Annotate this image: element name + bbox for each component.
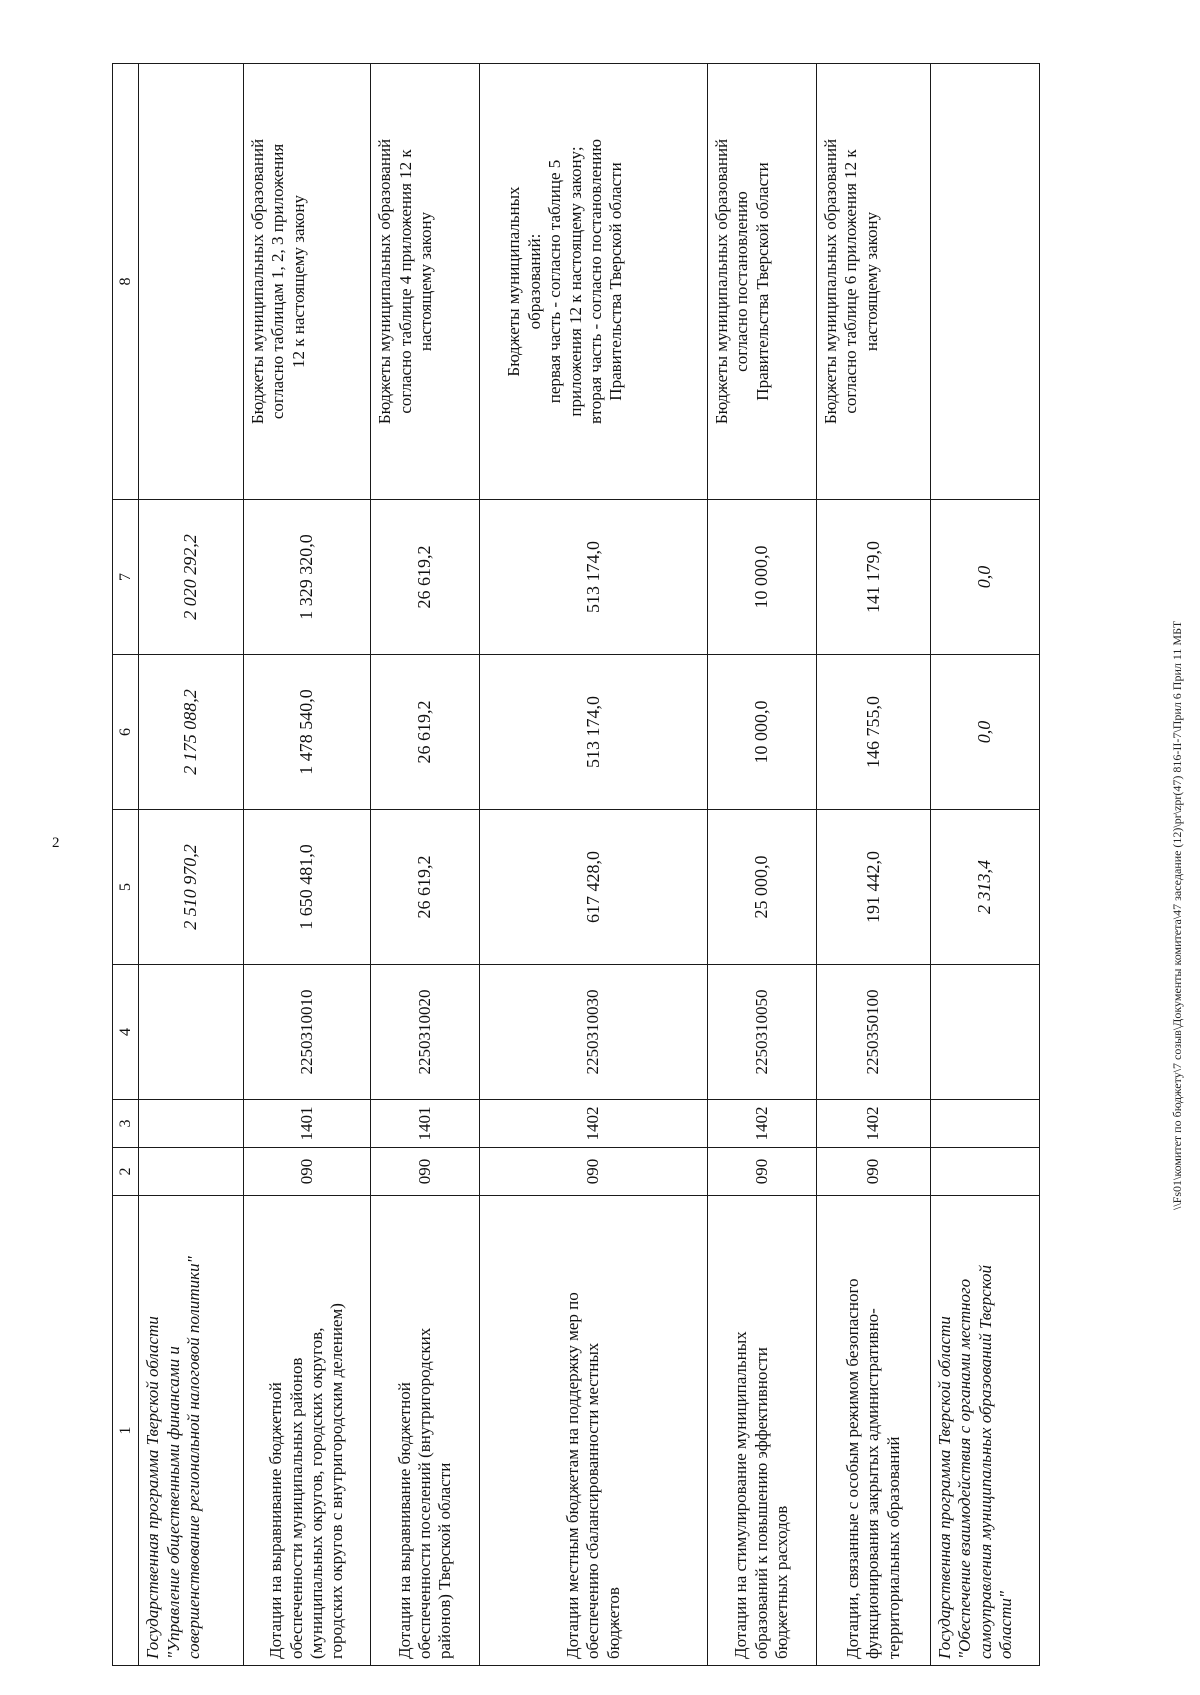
target-article-cell: 2250310030 <box>480 965 707 1100</box>
header-cell: 3 <box>113 1100 139 1148</box>
recipient-line: вторая часть - согласно постановлению <box>585 138 605 425</box>
recipient-line: Бюджеты муниципальных образований <box>711 138 731 425</box>
amount-col5-cell: 1 650 481,0 <box>243 810 370 965</box>
recipient-cell <box>139 64 244 500</box>
header-cell: 1 <box>113 1196 139 1666</box>
row-name-line: Дотации местным бюджетам на поддержку мер по <box>563 1292 583 1659</box>
row-name-line: обеспеченности муниципальных районов <box>286 1357 306 1659</box>
admin-code-cell: 090 <box>480 1148 707 1196</box>
target-article-cell <box>139 965 244 1100</box>
recipient-cell <box>707 64 816 500</box>
row-name-line: "Обеспечение взаимодействия с органами местного <box>955 1278 975 1659</box>
amount-col6-cell: 26 619,2 <box>371 655 480 810</box>
section-code-cell: 1402 <box>480 1100 707 1148</box>
recipient-cell <box>817 64 931 500</box>
recipient-line: согласно таблице 4 приложения 12 к <box>395 149 415 414</box>
row-name-line: функционирования закрытых административно- <box>863 1308 883 1659</box>
row-name-line: районов) Тверской области <box>435 1462 455 1659</box>
table-row <box>930 64 1039 1666</box>
recipient-line: Бюджеты муниципальных образований <box>821 138 841 425</box>
header-cell: 6 <box>113 655 139 810</box>
section-code-cell: 1401 <box>371 1100 480 1148</box>
amount-col6-cell: 2 175 088,2 <box>139 655 244 810</box>
admin-code-cell: 090 <box>371 1148 480 1196</box>
amount-col5-cell: 2 510 970,2 <box>139 810 244 965</box>
amount-col5-cell: 26 619,2 <box>371 810 480 965</box>
amount-col7-cell: 26 619,2 <box>371 500 480 655</box>
header-cell: 2 <box>113 1148 139 1196</box>
amount-col6-cell: 1 478 540,0 <box>243 655 370 810</box>
row-name-cell <box>817 1196 931 1666</box>
row-name-cell <box>243 1196 370 1666</box>
target-article-cell: 2250310010 <box>243 965 370 1100</box>
amount-col6-cell: 0,0 <box>930 655 1039 810</box>
recipient-line: Бюджеты муниципальных <box>504 186 524 377</box>
amount-col6-cell: 10 000,0 <box>707 655 816 810</box>
row-name-line: образований к повышению эффективности <box>751 1347 771 1659</box>
target-article-cell: 2250310020 <box>371 965 480 1100</box>
amount-col7-cell: 1 329 320,0 <box>243 500 370 655</box>
admin-code-cell <box>139 1148 244 1196</box>
table-row <box>243 64 370 1666</box>
recipient-line: Бюджеты муниципальных образований <box>247 138 267 425</box>
budget-table <box>112 63 1040 1666</box>
amount-col5-cell: 191 442,0 <box>817 810 931 965</box>
amount-col7-cell: 141 179,0 <box>817 500 931 655</box>
recipient-cell <box>371 64 480 500</box>
recipient-line: настоящему закону <box>415 211 435 352</box>
target-article-cell: 2250310050 <box>707 965 816 1100</box>
target-article-cell: 2250350100 <box>817 965 931 1100</box>
row-name-line: территориальных образований <box>883 1436 903 1659</box>
section-code-cell: 1402 <box>707 1100 816 1148</box>
amount-col5-cell: 2 313,4 <box>930 810 1039 965</box>
recipient-cell <box>243 64 370 500</box>
recipient-line: Правительства Тверской области <box>752 162 772 401</box>
row-name-line: (муниципальных округов, городских округов, <box>306 1327 326 1659</box>
section-code-cell: 1401 <box>243 1100 370 1148</box>
recipient-line: согласно постановлению <box>732 191 752 372</box>
footer-file-path: \\Fs01\комитет по бюджету\7 созыв\Документы комитета\47 заседание (12)\pr\zpr(47) 816-II-7\Прил 6 Прил 11 МБТ <box>1170 620 1184 1210</box>
header-cell: 5 <box>113 810 139 965</box>
amount-col5-cell: 617 428,0 <box>480 810 707 965</box>
row-name-line: совершенствование региональной налоговой политики" <box>183 1256 203 1659</box>
amount-col6-cell: 513 174,0 <box>480 655 707 810</box>
section-code-cell <box>139 1100 244 1148</box>
recipient-line: согласно таблице 6 приложения 12 к <box>841 149 861 414</box>
amount-col7-cell: 513 174,0 <box>480 500 707 655</box>
header-cell: 8 <box>113 64 139 500</box>
row-name-cell <box>139 1196 244 1666</box>
row-name-line: Дотации на стимулирование муниципальных <box>731 1331 751 1659</box>
table-row <box>817 64 931 1666</box>
table-row <box>139 64 244 1666</box>
admin-code-cell: 090 <box>707 1148 816 1196</box>
amount-col5-cell: 25 000,0 <box>707 810 816 965</box>
recipient-line: 12 к настоящему закону <box>288 194 308 369</box>
row-name-line: бюджетных расходов <box>772 1505 792 1659</box>
row-name-cell <box>707 1196 816 1666</box>
row-name-line: Государственная программа Тверской области <box>143 1316 163 1659</box>
table-row <box>480 64 707 1666</box>
header-cell: 7 <box>113 500 139 655</box>
table-row <box>707 64 816 1666</box>
row-name-line: Государственная программа Тверской области <box>934 1316 954 1659</box>
row-name-line: области" <box>995 1591 1015 1659</box>
recipient-line: Правительства Тверской области <box>606 162 626 401</box>
recipient-line: Бюджеты муниципальных образований <box>375 138 395 425</box>
recipient-line: приложения 12 к настоящему закону; <box>565 146 585 417</box>
row-name-line: самоуправления муниципальных образований Тверской <box>975 1264 995 1659</box>
table-row <box>371 64 480 1666</box>
amount-col7-cell: 2 020 292,2 <box>139 500 244 655</box>
header-cell: 4 <box>113 965 139 1100</box>
amount-col6-cell: 146 755,0 <box>817 655 931 810</box>
row-name-line: городских округов с внутригородским делением) <box>327 1303 347 1659</box>
row-name-line: Дотации на выравнивание бюджетной <box>394 1382 414 1659</box>
recipient-cell <box>480 64 707 500</box>
amount-col7-cell: 10 000,0 <box>707 500 816 655</box>
admin-code-cell: 090 <box>243 1148 370 1196</box>
row-name-line: бюджетов <box>603 1587 623 1659</box>
admin-code-cell: 090 <box>817 1148 931 1196</box>
row-name-cell <box>371 1196 480 1666</box>
recipient-cell <box>930 64 1039 500</box>
section-code-cell <box>930 1100 1039 1148</box>
rotated-table-container <box>112 64 1040 1666</box>
target-article-cell <box>930 965 1039 1100</box>
admin-code-cell <box>930 1148 1039 1196</box>
recipient-line: образований: <box>524 233 544 330</box>
row-name-line: обеспеченности поселений (внутригородских <box>415 1327 435 1659</box>
header-row <box>113 64 139 1666</box>
row-name-cell <box>480 1196 707 1666</box>
recipient-line: настоящему закону <box>861 211 881 352</box>
table-body <box>113 64 1040 1666</box>
row-name-line: Дотации на выравнивание бюджетной <box>266 1382 286 1659</box>
recipient-line: согласно таблицам 1, 2, 3 приложения <box>268 143 288 420</box>
recipient-line: первая часть - согласно таблице 5 <box>545 159 565 404</box>
amount-col7-cell: 0,0 <box>930 500 1039 655</box>
row-name-line: Дотации, связанные с особым режимом безопасного <box>842 1278 862 1659</box>
section-code-cell: 1402 <box>817 1100 931 1148</box>
row-name-line: "Управление общественными финансами и <box>163 1346 183 1659</box>
row-name-line: обеспечению сбалансированности местных <box>583 1342 603 1659</box>
page-number: 2 <box>52 835 60 851</box>
row-name-cell <box>930 1196 1039 1666</box>
